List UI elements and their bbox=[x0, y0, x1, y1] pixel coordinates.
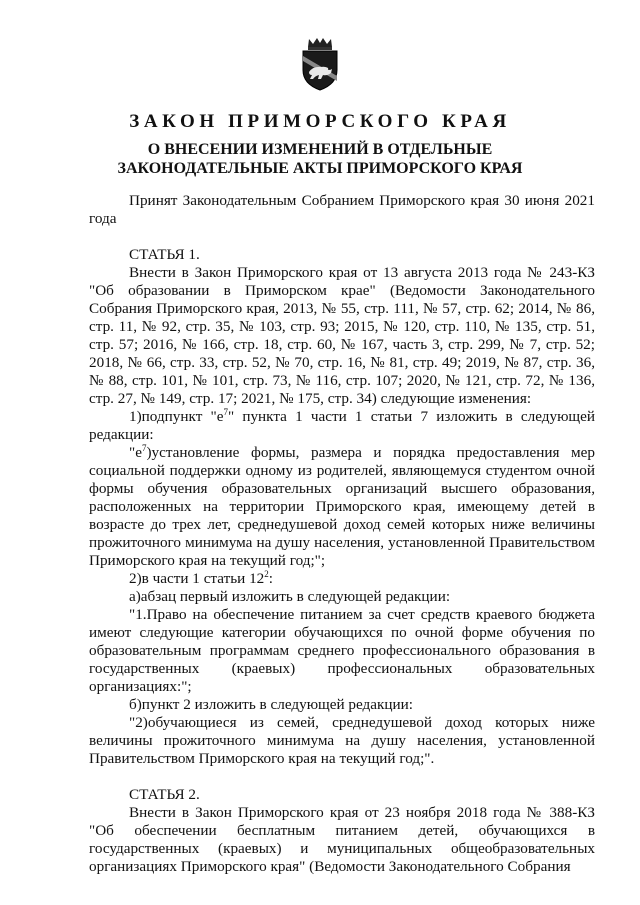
article-1-intro: Внести в Закон Приморского края от 13 августа 2013 года № 243-КЗ "Об образовании в Приморском крае" (Ведомости Законодательного Собрания Приморского края, 2013, № 55, стр. 111, № 57, стр. 62; 2014, № 86, стр. 11, № 92, стр. 35, № 103, стр. 93; 2015, № 120, стр. 110, № 135, стр. 51, стр. 57; 2016, № 166, стр. 18, стр. 60, № 167, часть 3, стр. 299, № 7, стр. 52; 2018, № 66, стр. 33, стр. 52, № 70, стр. 16, № 81, стр. 49; 2019, № 87, стр. 36, № 88, стр. 101, № 101, стр. 73, № 116, стр. 107; 2020, № 121, стр. 72, № 136, стр. 27, № 149, стр. 17; 2021, № 175, стр. 34) следующие изменения: bbox=[89, 264, 595, 407]
article-1-item-1 bbox=[89, 408, 595, 444]
article-2-intro: Внести в Закон Приморского края от 23 ноября 2018 года № 388-КЗ "Об обеспечении бесплатным питанием детей, обучающихся в государственных (краевых) и муниципальных общеобразовательных организациях Приморского края" (Ведомости Законодательного Собрания bbox=[89, 804, 595, 875]
article-1-heading: СТАТЬЯ 1. bbox=[129, 246, 200, 263]
article-1-item-2 bbox=[89, 570, 595, 588]
item-2-text: 2)в части 1 статьи 12 bbox=[129, 570, 265, 587]
law-subtitle-line-1: О ВНЕСЕНИИ ИЗМЕНЕНИЙ В ОТДЕЛЬНЫЕ bbox=[147, 141, 493, 158]
article-1-item-2b: б)пункт 2 изложить в следующей редакции: bbox=[129, 696, 413, 713]
quote-1-superscript: 7 bbox=[141, 442, 147, 453]
item-1-superscript: 7 bbox=[223, 406, 228, 417]
item-1-text: 1)подпункт "е bbox=[129, 408, 224, 425]
law-title: ЗАКОН ПРИМОРСКОГО КРАЯ bbox=[129, 111, 511, 132]
adoption-statement: Принят Законодательным Собранием Приморского края 30 июня 2021 года bbox=[89, 192, 595, 227]
quote-1-text: "е bbox=[129, 444, 142, 461]
law-subtitle bbox=[0, 140, 640, 178]
article-1-quote-1 bbox=[89, 444, 595, 570]
law-body bbox=[89, 192, 595, 876]
item-2-text-rest: : bbox=[268, 570, 274, 587]
quote-1-text-rest: )установление формы, размера и порядка предоставления мер социальной поддержки одному из родителей, являющемуся студентом очной формы обучения образовательных организаций высшего образования, расположенных на территории Приморского края, имеющему детей в возрасте до трех лет, среднедушевой доход семей которых ниже величины прожиточного минимума на душу населения, установленной Правительством Приморского края на текущий год;"; bbox=[89, 444, 595, 569]
item-2-superscript: 2 bbox=[264, 568, 269, 579]
article-1-quote-2b: "2)обучающиеся из семей, среднедушевой доход которых ниже величины прожиточного минимума на душу населения, установленной Правительством Приморского края на текущий год;". bbox=[89, 714, 595, 767]
article-1-quote-2a: "1.Право на обеспечение питанием за счет средств краевого бюджета имеют следующие категории обучающихся по очной форме обучения по образовательным программам среднего профессионального образования в государственных (краевых) профессиональных образовательных организациях:"; bbox=[89, 606, 595, 695]
item-1-text-rest: " пункта 1 части 1 статьи 7 изложить в следующей редакции: bbox=[89, 408, 595, 443]
law-subtitle-line-2: ЗАКОНОДАТЕЛЬНЫЕ АКТЫ ПРИМОРСКОГО КРАЯ bbox=[117, 160, 523, 177]
coat-of-arms-emblem bbox=[297, 36, 343, 92]
article-2-heading: СТАТЬЯ 2. bbox=[129, 786, 200, 803]
article-1-item-2a: а)абзац первый изложить в следующей редакции: bbox=[129, 588, 451, 605]
